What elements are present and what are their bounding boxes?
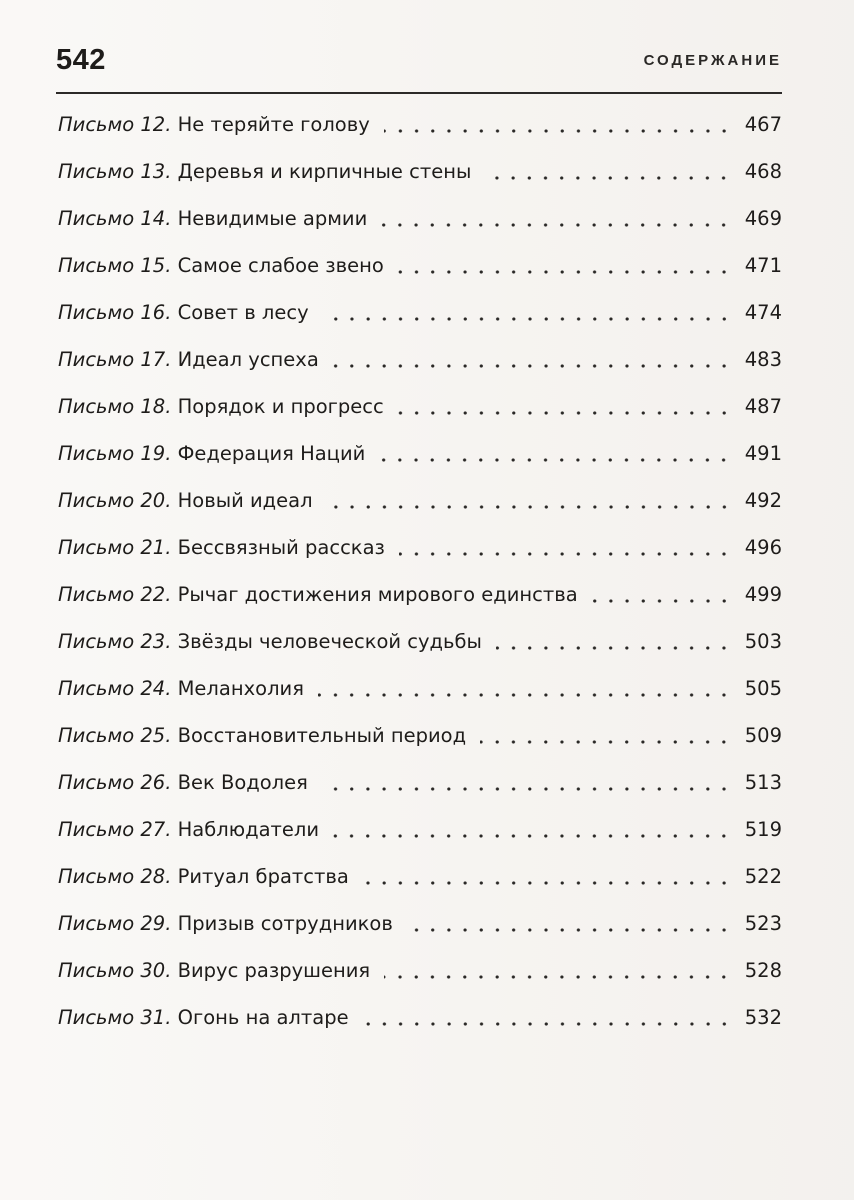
toc-entry-letter: Письмо 13. — [58, 160, 172, 183]
toc-entry-letter: Письмо 17. — [58, 348, 172, 371]
toc-entry-letter: Письмо 26. — [58, 771, 172, 794]
toc-entry-title: Совет в лесу — [177, 301, 309, 324]
toc-entry-title: Меланхолия — [177, 677, 304, 700]
toc-dot-leader — [398, 410, 732, 416]
toc-entry-title: Ритуал братства — [177, 865, 349, 888]
toc-dot-leader — [407, 927, 732, 933]
toc-entry-letter: Письмо 21. — [58, 536, 172, 559]
toc-dot-leader — [485, 175, 732, 181]
toc-dot-leader — [333, 363, 732, 369]
toc-entry-page: 467 — [744, 113, 782, 136]
toc-entry-title: Деревья и кирпичные стены — [177, 160, 472, 183]
toc-entry — [58, 665, 782, 712]
header-rule — [56, 92, 782, 94]
toc-dot-leader — [322, 786, 732, 792]
toc-entry — [58, 148, 782, 195]
toc-entry-title: Восстановительный период — [177, 724, 467, 747]
toc-dot-leader — [363, 880, 732, 886]
toc-entry-letter: Письмо 18. — [58, 395, 172, 418]
toc-entry — [58, 242, 782, 289]
toc-entry-letter: Письмо 15. — [58, 254, 172, 277]
toc-entry-title: Звёзды человеческой судьбы — [177, 630, 482, 653]
toc-entry-page: 471 — [744, 254, 782, 277]
toc-entry-title: Идеал успеха — [177, 348, 319, 371]
toc-entry-title: Порядок и прогресс — [177, 395, 384, 418]
toc-dot-leader — [323, 316, 732, 322]
toc-dot-leader — [480, 739, 732, 745]
toc-entry-page: 528 — [744, 959, 782, 982]
toc-entry-page: 513 — [744, 771, 782, 794]
toc-dot-leader — [399, 551, 732, 557]
table-of-contents — [58, 101, 782, 1041]
toc-dot-leader — [384, 974, 732, 980]
toc-entry-letter: Письмо 14. — [58, 207, 172, 230]
toc-entry — [58, 712, 782, 759]
toc-entry-title: Огонь на алтаре — [177, 1006, 349, 1029]
toc-entry — [58, 994, 782, 1041]
toc-entry-page: 505 — [744, 677, 782, 700]
toc-entry-title: Новый идеал — [177, 489, 313, 512]
toc-entry — [58, 383, 782, 430]
toc-entry-page: 469 — [744, 207, 782, 230]
toc-dot-leader — [398, 269, 732, 275]
page-number: 542 — [56, 44, 106, 76]
toc-entry-title: Федерация Наций — [177, 442, 366, 465]
toc-entry-letter: Письмо 22. — [58, 583, 172, 606]
toc-dot-leader — [327, 504, 732, 510]
toc-entry-letter: Письмо 20. — [58, 489, 172, 512]
toc-entry-page: 487 — [744, 395, 782, 418]
toc-entry — [58, 101, 782, 148]
toc-entry-page: 483 — [744, 348, 782, 371]
toc-entry — [58, 759, 782, 806]
toc-entry-page: 496 — [744, 536, 782, 559]
toc-entry-title: Призыв сотрудников — [177, 912, 393, 935]
toc-entry-page: 499 — [744, 583, 782, 606]
toc-entry-title: Самое слабое звено — [177, 254, 384, 277]
toc-entry-letter: Письмо 30. — [58, 959, 172, 982]
toc-dot-leader — [496, 645, 732, 651]
toc-entry — [58, 195, 782, 242]
toc-entry-letter: Письмо 31. — [58, 1006, 172, 1029]
toc-entry-letter: Письмо 29. — [58, 912, 172, 935]
toc-entry — [58, 853, 782, 900]
toc-entry-title: Не теряйте голову — [177, 113, 370, 136]
toc-entry-page: 468 — [744, 160, 782, 183]
toc-entry — [58, 947, 782, 994]
toc-dot-leader — [318, 692, 732, 698]
toc-entry — [58, 806, 782, 853]
toc-entry — [58, 430, 782, 477]
toc-entry-title: Невидимые армии — [177, 207, 368, 230]
toc-entry-letter: Письмо 23. — [58, 630, 172, 653]
toc-entry-page: 522 — [744, 865, 782, 888]
toc-entry-title: Век Водолея — [177, 771, 308, 794]
toc-dot-leader — [384, 128, 732, 134]
toc-entry — [58, 477, 782, 524]
toc-entry-page: 532 — [744, 1006, 782, 1029]
toc-dot-leader — [379, 457, 732, 463]
toc-entry-letter: Письмо 28. — [58, 865, 172, 888]
toc-entry — [58, 571, 782, 618]
toc-entry — [58, 336, 782, 383]
toc-entry-letter: Письмо 27. — [58, 818, 172, 841]
toc-entry-page: 492 — [744, 489, 782, 512]
toc-entry-letter: Письмо 25. — [58, 724, 172, 747]
toc-dot-leader — [333, 833, 732, 839]
toc-entry — [58, 289, 782, 336]
page-header — [56, 44, 782, 90]
toc-entry-page: 491 — [744, 442, 782, 465]
toc-dot-leader — [363, 1021, 732, 1027]
toc-entry-letter: Письмо 12. — [58, 113, 172, 136]
toc-entry-letter: Письмо 24. — [58, 677, 172, 700]
toc-entry-page: 509 — [744, 724, 782, 747]
toc-entry-title: Бессвязный рассказ — [177, 536, 385, 559]
toc-entry-title: Наблюдатели — [177, 818, 320, 841]
toc-entry — [58, 618, 782, 665]
toc-entry — [58, 900, 782, 947]
toc-dot-leader — [592, 598, 732, 604]
toc-entry-title: Рычаг достижения мирового единства — [177, 583, 578, 606]
running-title: СОДЕРЖАНИЕ — [643, 52, 782, 69]
toc-entry — [58, 524, 782, 571]
toc-entry-page: 503 — [744, 630, 782, 653]
toc-entry-title: Вирус разрушения — [177, 959, 371, 982]
toc-dot-leader — [381, 222, 732, 228]
toc-entry-letter: Письмо 19. — [58, 442, 172, 465]
toc-entry-letter: Письмо 16. — [58, 301, 172, 324]
toc-entry-page: 519 — [744, 818, 782, 841]
toc-entry-page: 474 — [744, 301, 782, 324]
toc-entry-page: 523 — [744, 912, 782, 935]
